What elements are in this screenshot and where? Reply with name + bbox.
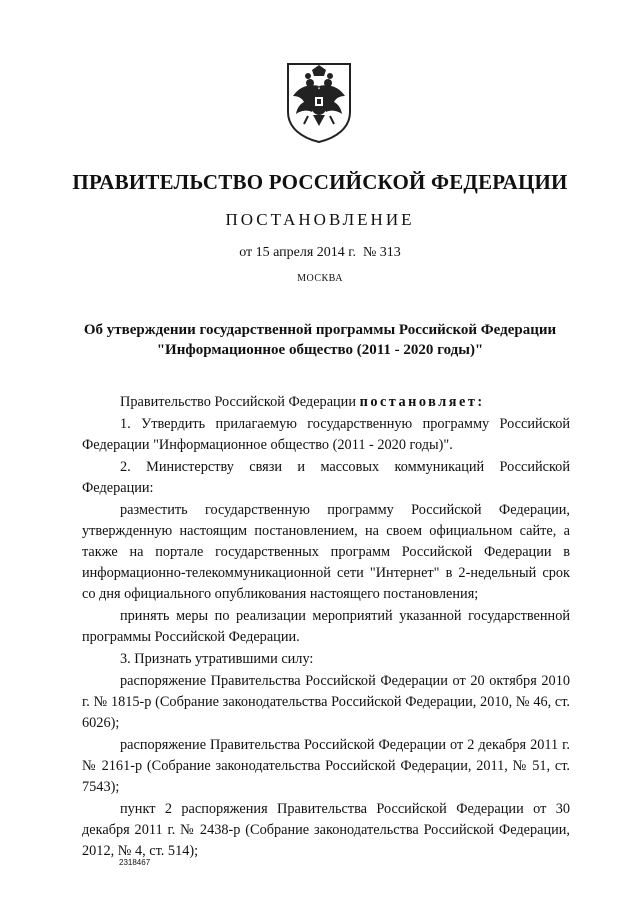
document-body [82, 392, 570, 862]
document-subject [40, 320, 600, 360]
government-title: ПРАВИТЕЛЬСТВО РОССИЙСКОЙ ФЕДЕРАЦИИ [72, 170, 568, 194]
body-paragraph: распоряжение Правительства Российской Федерации от 2 декабря 2011 г. № 2161-р (Собрание законодательства Российской Федерации, 2011, № 51, ст. 7543); [82, 737, 570, 795]
body-paragraph: 1. Утвердить прилагаемую государственную программу Российской Федерации "Информационное общество (2011 - 2020 годы)". [82, 416, 570, 453]
subject-line: "Информационное общество (2011 - 2020 годы)" [156, 342, 484, 358]
body-paragraph: распоряжение Правительства Российской Федерации от 20 октября 2010 г. № 1815-р (Собрание законодательства Российской Федерации, 2010, № 46, ст. 6026); [82, 673, 570, 731]
footer-document-code: 2318467 [119, 858, 151, 867]
intro-paragraph [82, 392, 570, 413]
document-date-number: от 15 апреля 2014 г. № 313 [239, 245, 401, 260]
intro-text: Правительство Российской Федерации [120, 394, 360, 410]
document-type: ПОСТАНОВЛЕНИЕ [225, 210, 415, 229]
body-paragraph: 2. Министерству связи и массовых коммуникаций Российской Федерации: [82, 459, 570, 496]
subject-line: Об утверждении государственной программы Российской Федерации [83, 322, 557, 338]
body-paragraph: принять меры по реализации мероприятий указанной государственной программы Российской Федерации. [82, 608, 570, 645]
body-paragraph: 3. Признать утратившими силу: [120, 651, 314, 667]
body-paragraph: пункт 2 распоряжения Правительства Российской Федерации от 30 декабря 2011 г. № 2438-р (Собрание законодательства Российской Федерации, 2012, № 4, ст. 514); [82, 801, 570, 859]
body-paragraph: разместить государственную программу Российской Федерации, утвержденную настоящим постановлением, на своем официальном сайте, а также на портале государственных программ Российской Федерации в информационно-телекоммуникационной сети "Интернет" в 2-недельный срок со дня официального опубликования настоящего постановления; [82, 502, 570, 602]
intro-verb: постановляет: [359, 394, 485, 410]
russian-coat-of-arms-icon [284, 60, 354, 144]
document-city: МОСКВА [297, 273, 343, 284]
